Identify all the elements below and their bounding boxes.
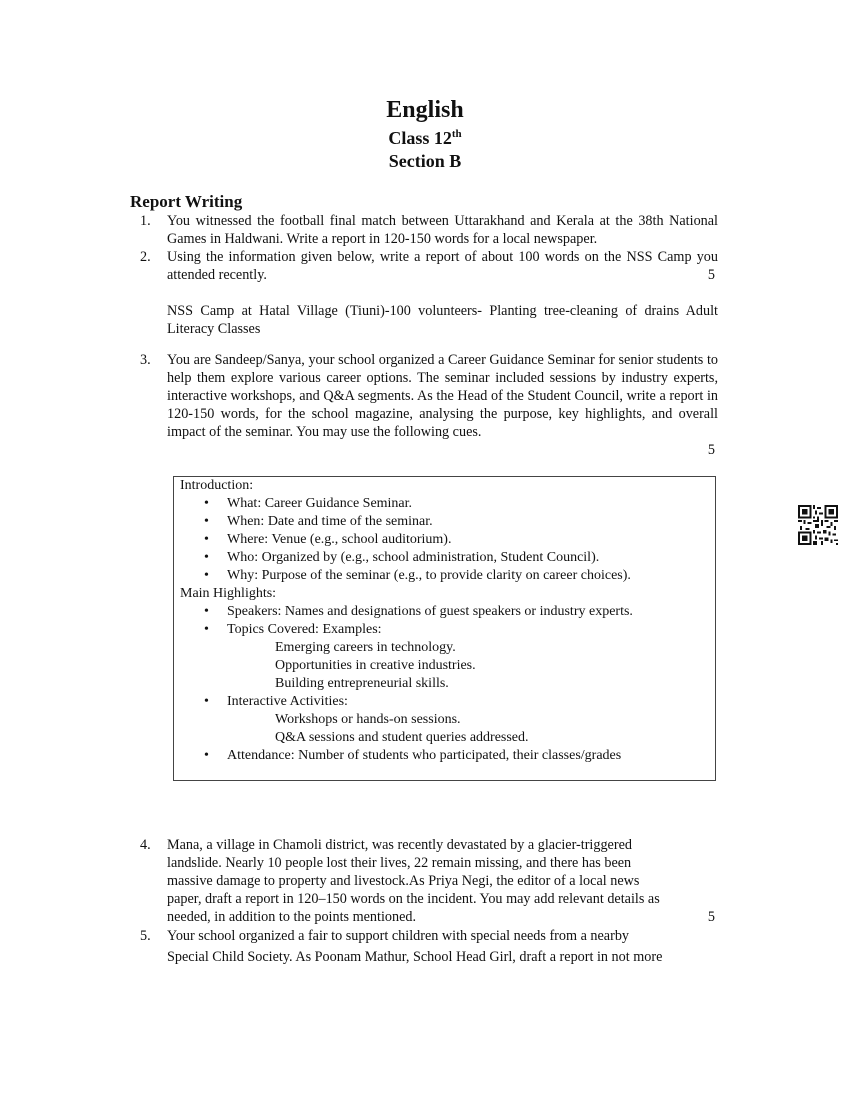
intro-item: • Who: Organized by (e.g., school administration, Student Council). <box>180 549 715 567</box>
topics-item: • Topics Covered: Examples: <box>180 621 715 639</box>
interactive-item: • Interactive Activities: <box>180 693 715 711</box>
section-title: Report Writing <box>130 192 243 211</box>
question-line: Special Child Society. As Poonam Mathur, School Head Girl, draft a report in not more <box>167 949 663 965</box>
page-title: English <box>386 97 464 123</box>
topic-subitem: Building entrepreneurial skills. <box>275 676 449 691</box>
question-line: massive damage to property and livestock.As Priya Negi, the editor of a local news <box>167 873 640 889</box>
question-line: landslide. Nearly 10 people lost their lives, 22 remain missing, and there has been <box>167 855 632 871</box>
interactive-subitem: Q&A sessions and student queries addressed. <box>275 730 529 745</box>
question-number: 5. <box>140 928 151 944</box>
question-line: Your school organized a fair to support children with special needs from a nearby <box>167 928 630 944</box>
attendance-item: • Attendance: Number of students who participated, their classes/grades <box>180 747 715 765</box>
question-marks: 5 <box>707 267 715 283</box>
intro-item: • Why: Purpose of the seminar (e.g., to provide clarity on career choices). <box>180 567 715 585</box>
question-marks: 5 <box>707 442 715 458</box>
question-1 <box>140 212 718 248</box>
question-text: You are Sandeep/Sanya, your school organized a Career Guidance Seminar for senior students to help them explore various career options. The seminar included sessions by industry experts, interactive workshops, and Q&A segments. As the Head of the Student Council, write a report in 120-150 words, for the school magazine, analysing the purpose, key highlights, and overall impact of the seminar. You may use the following cues. <box>167 352 718 440</box>
question-number: 1. <box>140 213 151 229</box>
question-line: Mana, a village in Chamoli district, was recently devastated by a glacier-triggered <box>167 837 632 853</box>
qr-code[interactable] <box>798 505 838 545</box>
question-marks: 5 <box>707 909 715 925</box>
question-4 <box>140 836 718 926</box>
question-5 <box>140 927 718 966</box>
question-text: You witnessed the football final match between Uttarakhand and Kerala at the 38th National Games in Haldwani. Write a report in 120-150 words for a local newspaper. <box>167 213 718 247</box>
speakers-item: • Speakers: Names and designations of guest speakers or industry experts. <box>180 603 715 621</box>
question-line: paper, draft a report in 120–150 words on the incident. You may add relevant details as <box>167 891 660 907</box>
intro-item: • What: Career Guidance Seminar. <box>180 495 715 513</box>
class-superscript: th <box>451 128 462 140</box>
question-info: NSS Camp at Hatal Village (Tiuni)-100 volunteers- Planting tree-cleaning of drains Adult Literacy Classes <box>167 303 718 337</box>
question-number: 4. <box>140 837 151 853</box>
topic-subitem: Emerging careers in technology. <box>275 640 456 655</box>
intro-item: • When: Date and time of the seminar. <box>180 513 715 531</box>
question-number: 3. <box>140 352 151 368</box>
class-number: Class 12 <box>388 128 452 148</box>
class-label <box>0 127 850 149</box>
intro-label: Introduction: <box>180 478 254 493</box>
page-header <box>0 95 850 172</box>
topic-subitem: Opportunities in creative industries. <box>275 658 476 673</box>
section-label: Section B <box>388 151 462 171</box>
intro-item: • Where: Venue (e.g., school auditorium). <box>180 531 715 549</box>
question-number: 2. <box>140 249 151 265</box>
question-line: needed, in addition to the points mentioned. <box>167 909 417 925</box>
main-highlights-label: Main Highlights: <box>180 586 277 601</box>
question-text: Using the information given below, write a report of about 100 words on the NSS Camp you attended recently. <box>167 249 718 283</box>
question-3 <box>140 351 718 458</box>
question-2 <box>140 248 718 338</box>
interactive-subitem: Workshops or hands-on sessions. <box>275 712 461 727</box>
cues-box <box>173 476 716 781</box>
